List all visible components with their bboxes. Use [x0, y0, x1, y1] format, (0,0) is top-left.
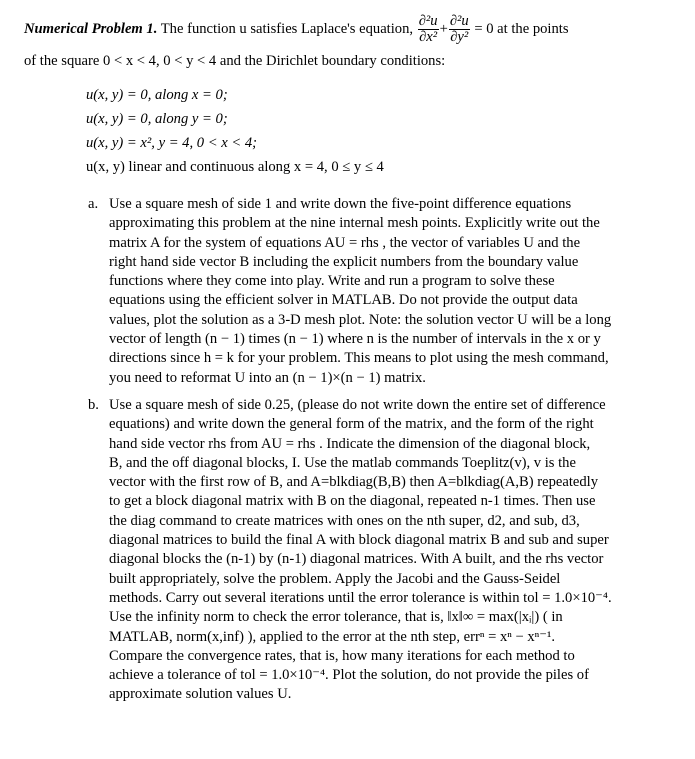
item-a-line: functions where they come into play. Write and run a program to solve these [109, 273, 555, 290]
item-b-line: Use the infinity norm to check the error tolerance, that is, ‖x‖∞ = max(|xᵢ|) ( in [109, 609, 563, 626]
item-b-line: MATLAB, norm(x,inf) ), applied to the error at the nth step, errⁿ = xⁿ − xⁿ⁻¹. [109, 628, 555, 645]
laplace-term-x: $\frac{\text{∂²u}}{\text{∂x²}}$ [418, 13, 438, 45]
item-a-line: approximating this problem at the nine internal mesh points. Explicitly write out the [109, 215, 600, 232]
item-b-marker: b. [88, 397, 99, 413]
item-b-line: the diag command to create matrices with ones on the nth super, d2, and sub, d3, [109, 512, 580, 529]
item-b-line: approximate solution values U. [109, 686, 292, 703]
item-b-line: to get a block diagonal matrix with B on the diagonal, repeated n-1 times. Then use [109, 493, 596, 510]
item-a-line: you need to reformat U into an (n − 1)×(n − 1) matrix. [109, 369, 426, 386]
item-a-line: matrix A for the system of equations AU = rhs , the vector of variables U and the [109, 234, 581, 251]
item-b-line: methods. Carry out several iterations until the error tolerance is within tol = 1.0×10⁻⁴. [109, 589, 612, 606]
item-b-line: achieve a tolerance of tol = 1.0×10⁻⁴. Plot the solution, do not provide the piles of [109, 667, 589, 684]
intro-text: The function u satisfies Laplace's equation, [160, 20, 414, 37]
item-b-line: equations) and write down the general form of the matrix, and the form of the right [109, 416, 594, 433]
item-a-marker: a. [88, 196, 99, 212]
item-a-line: vector of length (n − 1) times (n − 1) where n is the number of intervals in the x or y [109, 331, 601, 348]
item-a-line: directions since h = k for your problem. This means to plot using the mesh command, [109, 350, 609, 367]
item-b-line: vector with the first row of B, and A=blkdiag(B,B) then A=blkdiag(A,B) repeatedly [109, 474, 599, 491]
item-b-line: B, and the off diagonal blocks, I. Use the matlab commands Toeplitz(v), v is the [109, 454, 576, 471]
boundary-condition-2: u(x, y) = 0, along y = 0; [86, 111, 228, 127]
boundary-condition-3: u(x, y) = x², y = 4, 0 < x < 4; [86, 135, 257, 151]
item-a-line: values, plot the solution as a 3-D mesh plot. Note: the solution vector U will be a long [109, 311, 612, 328]
item-a-line: right hand side vector B including the explicit numbers from the boundary value [109, 253, 579, 270]
item-b-text [109, 396, 669, 705]
intro-line-1: Numerical Problem 1. The function u satisfies Laplace's equation, $\frac{\text{∂²u}}{\text{∂x²}}$ + $\frac{\text{∂²u}}{\text{∂y²}}$ = 0 at the points [24, 13, 569, 45]
problem-title: Numerical Problem 1. [24, 20, 158, 37]
boundary-condition-1: u(x, y) = 0, along x = 0; [86, 87, 228, 103]
item-b-line: hand side vector rhs from AU = rhs . Indicate the dimension of the diagonal block, [109, 435, 591, 452]
boundary-condition-4: u(x, y) linear and continuous along x = 4, 0 ≤ y ≤ 4 [86, 159, 384, 175]
intro-line-2: of the square 0 < x < 4, 0 < y < 4 and the Dirichlet boundary conditions: [24, 53, 446, 69]
item-b-line: Use a square mesh of side 0.25, (please do not write down the entire set of difference [109, 397, 606, 413]
item-a-text [109, 195, 669, 388]
laplace-term-y: $\frac{\text{∂²u}}{\text{∂y²}}$ [449, 13, 469, 45]
item-b-line: Compare the convergence rates, that is, how many iterations for each method to [109, 647, 575, 664]
laplace-tail: = 0 at the points [474, 20, 569, 37]
item-b-line: built appropriately, solve the problem. Apply the Jacobi and the Gauss-Seidel [109, 570, 561, 587]
item-a-line: Use a square mesh of side 1 and write down the five-point difference equations [109, 196, 572, 212]
item-b-line: diagonal matrices to build the final A with block diagonal matrix B and sub and super [109, 532, 609, 549]
item-b-line: diagonal blocks the (n-1) by (n-1) diagonal matrices. With A built, and the rhs vector [109, 551, 604, 568]
item-a-line: equations using the efficient solver in MATLAB. Do not provide the output data [109, 292, 578, 309]
